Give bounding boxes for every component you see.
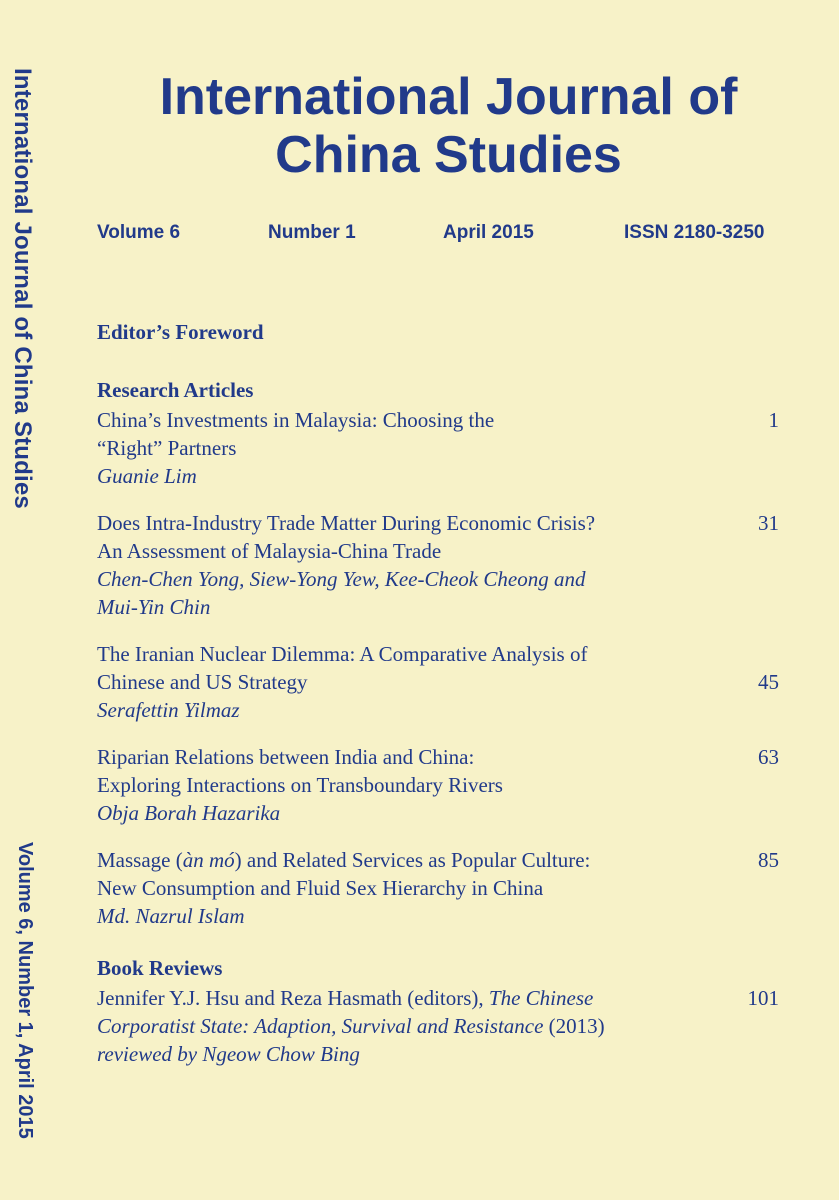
volume-label: Volume 6 bbox=[97, 222, 181, 243]
article-entry[interactable] bbox=[97, 743, 779, 827]
article-title: Riparian Relations between India and China: Exploring Interactions on Transboundary Rivers bbox=[97, 745, 503, 797]
journal-title-line1: International Journal of bbox=[159, 68, 738, 126]
article-entry[interactable] bbox=[97, 406, 779, 490]
article-entry[interactable] bbox=[97, 846, 779, 930]
spine bbox=[0, 0, 48, 1200]
article-page-number: 1 bbox=[768, 408, 779, 432]
journal-title bbox=[58, 68, 839, 184]
foreword-heading[interactable]: Editor’s Foreword bbox=[97, 320, 264, 344]
article-entry[interactable] bbox=[97, 509, 779, 621]
article-authors: Md. Nazrul Islam bbox=[97, 904, 245, 928]
number-label: Number 1 bbox=[268, 222, 356, 243]
article-authors: Guanie Lim bbox=[97, 464, 197, 488]
book-review-entry[interactable] bbox=[97, 984, 779, 1068]
article-title: The Iranian Nuclear Dilemma: A Comparative Analysis of Chinese and US Strategy bbox=[97, 642, 588, 694]
spine-title: International Journal of China Studies bbox=[9, 68, 36, 509]
article-entry[interactable] bbox=[97, 640, 779, 724]
article-title: China’s Investments in Malaysia: Choosing the “Right” Partners bbox=[97, 408, 495, 460]
book-reviews-heading: Book Reviews bbox=[97, 956, 223, 980]
issn-label: ISSN 2180-3250 bbox=[624, 222, 765, 243]
article-page-number: 63 bbox=[758, 745, 779, 769]
article-authors: Chen-Chen Yong, Siew-Yong Yew, Kee-Cheok Cheong and Mui-Yin Chin bbox=[97, 567, 586, 619]
article-page-number: 31 bbox=[758, 511, 779, 535]
spine-issue: Volume 6, Number 1, April 2015 bbox=[14, 842, 36, 1139]
article-authors: Obja Borah Hazarika bbox=[97, 801, 281, 825]
book-review-reviewer: reviewed by Ngeow Chow Bing bbox=[97, 1042, 360, 1066]
article-page-number: 45 bbox=[758, 670, 779, 694]
article-page-number: 85 bbox=[758, 848, 779, 872]
article-title: Does Intra-Industry Trade Matter During Economic Crisis? An Assessment of Malaysia-China Trade bbox=[97, 511, 596, 563]
article-title: Massage (àn mó) and Related Services as Popular Culture: New Consumption and Fluid Sex Hierarchy in China bbox=[97, 848, 591, 900]
article-authors: Serafettin Yilmaz bbox=[97, 698, 240, 722]
date-label: April 2015 bbox=[443, 222, 534, 243]
table-of-contents bbox=[97, 318, 779, 1068]
book-review-text: Jennifer Y.J. Hsu and Reza Hasmath (editors), The Chinese Corporatist State: Adaption, Survival and Resistance (2013) reviewed by Ngeow Chow Bing bbox=[97, 984, 779, 1068]
research-articles-heading: Research Articles bbox=[97, 378, 254, 402]
journal-title-line2: China Studies bbox=[275, 126, 622, 184]
book-review-page-number: 101 bbox=[747, 986, 779, 1010]
